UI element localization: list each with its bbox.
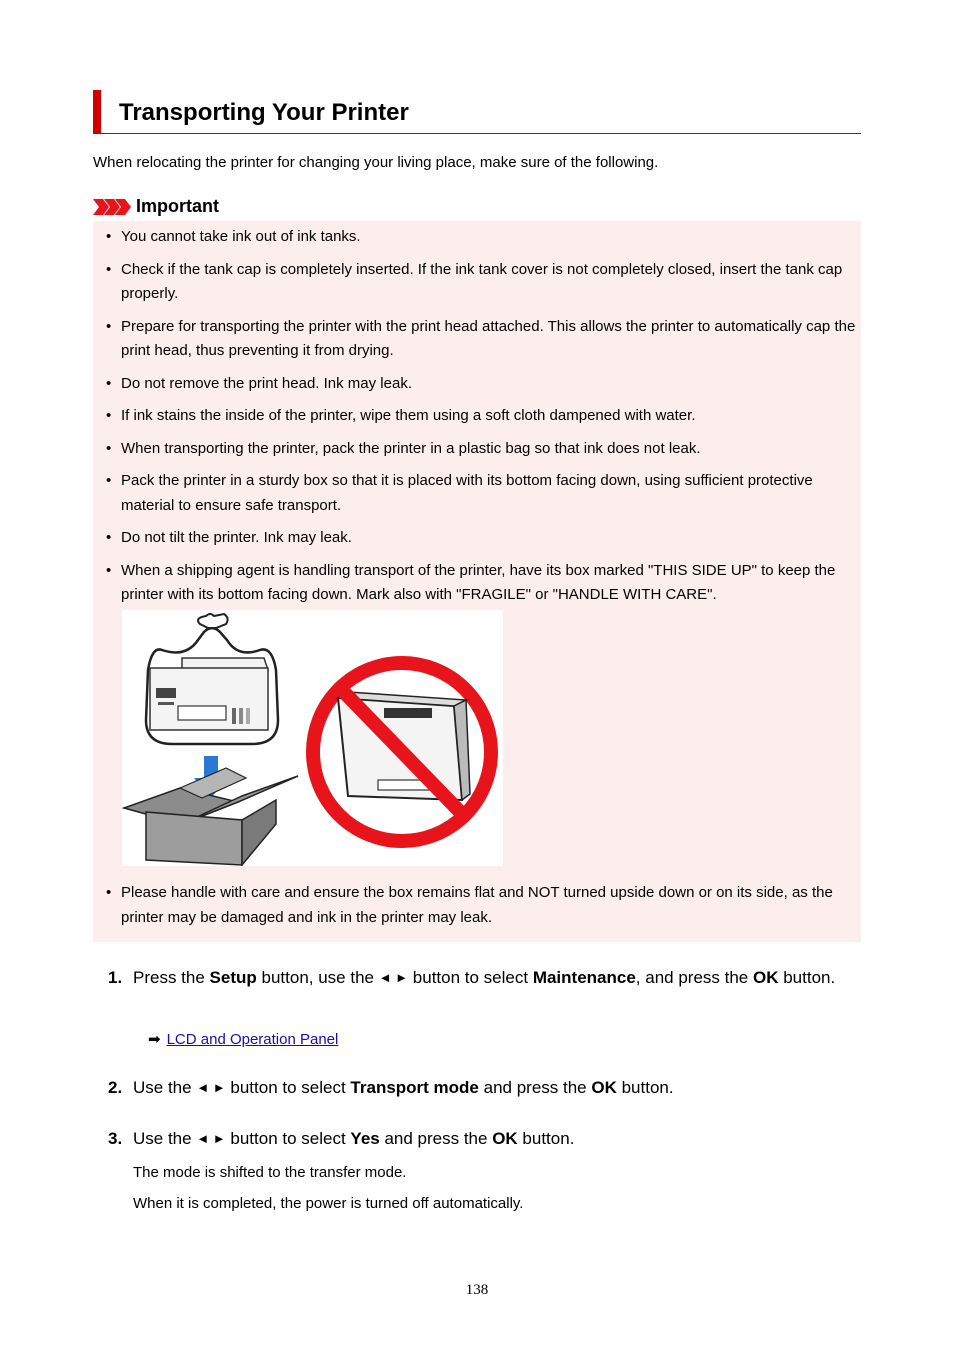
left-right-arrow-icon: ◄ ► <box>378 970 409 985</box>
important-chevrons-icon <box>93 199 131 215</box>
important-list-last <box>93 881 861 930</box>
step-number: 3. <box>108 1129 123 1148</box>
list-item: • Prepare for transporting the printer with the print head attached. This allows the printer to automatically cap the print head, thus preventing it from drying. <box>106 317 856 359</box>
step-number: 2. <box>108 1078 123 1097</box>
list-item: • When transporting the printer, pack the printer in a plastic bag so that ink does not leak. <box>106 439 701 457</box>
packing-illustration <box>122 610 503 866</box>
arrow-right-icon: ➡ <box>148 1031 161 1048</box>
left-right-arrow-icon: ◄ ► <box>196 1131 226 1146</box>
step-2: 2. Use the ◄ ► button to select Transport mode and press the OK button. <box>105 1074 865 1101</box>
list-item: • Please handle with care and ensure the box remains flat and NOT turned upside down or on its side, as the printer may be damaged and ink in the printer may leak. <box>106 884 833 926</box>
lcd-operation-panel-link[interactable]: LCD and Operation Panel <box>166 1031 339 1048</box>
step-3-note-2: When it is completed, the power is turned off automatically. <box>133 1195 524 1212</box>
important-list <box>93 225 861 616</box>
heading-accent-bar <box>93 90 101 133</box>
left-right-arrow-icon: ◄ ► <box>196 1080 226 1095</box>
step-number: 1. <box>108 968 123 987</box>
steps-list-continued <box>105 1074 865 1152</box>
prohibited-sign-icon <box>313 663 491 841</box>
step-3-note-1: The mode is shifted to the transfer mode. <box>133 1164 407 1181</box>
steps-list <box>105 964 865 1018</box>
page-title: Transporting Your Printer <box>119 99 409 126</box>
list-item: • Do not remove the print head. Ink may leak. <box>106 374 412 392</box>
list-item: • Check if the tank cap is completely inserted. If the ink tank cover is not completely closed, insert the tank cap properly. <box>106 260 843 302</box>
list-item: • When a shipping agent is handling transport of the printer, have its box marked "THIS SIDE UP" to keep the printer with its bottom facing down. Mark also with "FRAGILE" or "HANDLE WITH CARE". <box>106 561 836 603</box>
intro-paragraph: When relocating the printer for changing your living place, make sure of the following. <box>93 154 659 171</box>
related-link <box>148 1030 338 1048</box>
step-3: 3. Use the ◄ ► button to select Yes and press the OK button. <box>105 1125 865 1152</box>
step-1: 1. Press the Setup button, use the ◄ ► button to select Maintenance, and press the OK button. <box>105 964 865 1018</box>
list-item: • You cannot take ink out of ink tanks. <box>106 228 361 245</box>
list-item: • Do not tilt the printer. Ink may leak. <box>106 529 352 546</box>
important-label: Important <box>136 196 219 216</box>
important-box <box>93 221 861 942</box>
page-number: 138 <box>465 1282 489 1298</box>
section-heading <box>93 90 861 134</box>
list-item: • Pack the printer in a sturdy box so that it is placed with its bottom facing down, using sufficient protective material to ensure safe transport. <box>106 472 813 514</box>
list-item: • If ink stains the inside of the printer, wipe them using a soft cloth dampened with water. <box>106 407 696 424</box>
